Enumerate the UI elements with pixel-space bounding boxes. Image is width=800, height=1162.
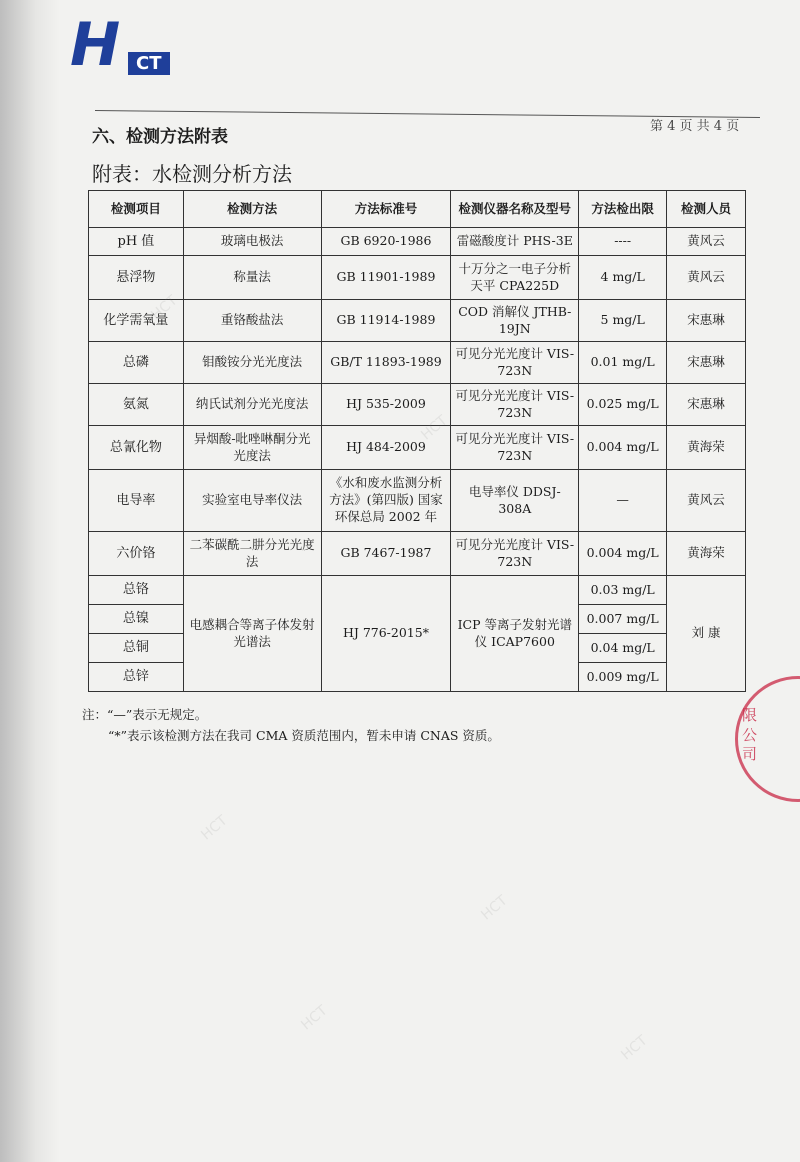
cell-method: 异烟酸-吡唑啉酮分光光度法 bbox=[183, 426, 321, 470]
table-row bbox=[89, 532, 746, 576]
cell-item: 总铜 bbox=[89, 634, 184, 663]
cell-limit: — bbox=[579, 470, 667, 532]
cell-instrument: 可见分光光度计 VIS-723N bbox=[451, 384, 579, 426]
cell-standard: GB 11914-1989 bbox=[321, 300, 451, 342]
header-item: 检测项目 bbox=[89, 191, 184, 228]
cell-standard: GB 6920-1986 bbox=[321, 228, 451, 256]
cell-standard: HJ 535-2009 bbox=[321, 384, 451, 426]
cell-method: 钼酸铵分光光度法 bbox=[183, 342, 321, 384]
company-seal-text: 限公司 bbox=[742, 706, 758, 763]
table-row bbox=[89, 426, 746, 470]
header-limit: 方法检出限 bbox=[579, 191, 667, 228]
table-row bbox=[89, 576, 746, 605]
cell-instrument-merged: ICP 等离子发射光谱仪 ICAP7600 bbox=[451, 576, 579, 692]
table-row bbox=[89, 256, 746, 300]
cell-method: 实验室电导率仪法 bbox=[183, 470, 321, 532]
cell-instrument: COD 消解仪 JTHB-19JN bbox=[451, 300, 579, 342]
cell-item: 化学需氧量 bbox=[89, 300, 184, 342]
cell-instrument: 可见分光光度计 VIS-723N bbox=[451, 426, 579, 470]
cell-person: 黄风云 bbox=[667, 470, 746, 532]
cell-item: 总磷 bbox=[89, 342, 184, 384]
cell-item: 总镍 bbox=[89, 605, 184, 634]
cell-item: 总锌 bbox=[89, 663, 184, 692]
cell-limit: 0.004 mg/L bbox=[579, 426, 667, 470]
cell-person-merged: 刘 康 bbox=[667, 576, 746, 692]
cell-limit: 4 mg/L bbox=[579, 256, 667, 300]
cell-limit: 0.025 mg/L bbox=[579, 384, 667, 426]
watermark: HCT bbox=[298, 1002, 331, 1034]
cell-person: 宋惠琳 bbox=[667, 384, 746, 426]
logo-letter-h: H bbox=[70, 10, 119, 80]
watermark: HCT bbox=[148, 292, 181, 324]
table-row bbox=[89, 342, 746, 384]
cell-limit: ---- bbox=[579, 228, 667, 256]
table-row bbox=[89, 228, 746, 256]
cell-instrument: 十万分之一电子分析天平 CPA225D bbox=[451, 256, 579, 300]
section-title: 六、检测方法附表 bbox=[92, 127, 228, 147]
table-notes bbox=[82, 704, 500, 747]
watermark: HCT bbox=[418, 412, 451, 444]
logo-letters-ct: CT bbox=[128, 52, 170, 75]
cell-instrument: 电导率仪 DDSJ-308A bbox=[451, 470, 579, 532]
table-row bbox=[89, 470, 746, 532]
watermark: HCT bbox=[478, 892, 511, 924]
cell-person: 宋惠琳 bbox=[667, 300, 746, 342]
table-header-row bbox=[89, 191, 746, 228]
note-no-requirement: 注：“—”表示无规定。 bbox=[82, 707, 208, 722]
cell-standard: GB 7467-1987 bbox=[321, 532, 451, 576]
cell-item: pH 值 bbox=[89, 228, 184, 256]
cell-method-merged: 电感耦合等离子体发射光谱法 bbox=[183, 576, 321, 692]
cell-standard: HJ 484-2009 bbox=[321, 426, 451, 470]
watermark: HCT bbox=[198, 812, 231, 844]
table-caption: 附表：水检测分析方法 bbox=[92, 162, 292, 186]
cell-instrument: 雷磁酸度计 PHS-3E bbox=[451, 228, 579, 256]
cell-method: 纳氏试剂分光光度法 bbox=[183, 384, 321, 426]
note-cma-scope: “*”表示该检测方法在我司 CMA 资质范围内，暂未申请 CNAS 资质。 bbox=[108, 728, 500, 744]
cell-method: 重铬酸盐法 bbox=[183, 300, 321, 342]
watermark: HCT bbox=[618, 1032, 651, 1064]
cell-limit: 0.007 mg/L bbox=[579, 605, 667, 634]
cell-limit: 0.03 mg/L bbox=[579, 576, 667, 605]
table-row bbox=[89, 384, 746, 426]
cell-item: 总铬 bbox=[89, 576, 184, 605]
header-method: 检测方法 bbox=[183, 191, 321, 228]
cell-person: 宋惠琳 bbox=[667, 342, 746, 384]
cell-item: 电导率 bbox=[89, 470, 184, 532]
cell-item: 氨氮 bbox=[89, 384, 184, 426]
cell-method: 二苯碳酰二肼分光光度法 bbox=[183, 532, 321, 576]
methods-table bbox=[88, 190, 746, 692]
cell-item: 六价铬 bbox=[89, 532, 184, 576]
cell-limit: 0.01 mg/L bbox=[579, 342, 667, 384]
page-edge-shadow bbox=[0, 0, 60, 1162]
page-number: 第 4 页 共 4 页 bbox=[650, 119, 740, 134]
cell-item: 总氰化物 bbox=[89, 426, 184, 470]
cell-standard: GB/T 11893-1989 bbox=[321, 342, 451, 384]
cell-limit: 0.04 mg/L bbox=[579, 634, 667, 663]
cell-standard-merged: HJ 776-2015* bbox=[321, 576, 451, 692]
company-logo bbox=[70, 10, 190, 80]
cell-method: 玻璃电极法 bbox=[183, 228, 321, 256]
cell-method: 称量法 bbox=[183, 256, 321, 300]
cell-person: 黄海荣 bbox=[667, 426, 746, 470]
cell-person: 黄风云 bbox=[667, 228, 746, 256]
cell-item: 悬浮物 bbox=[89, 256, 184, 300]
cell-standard: 《水和废水监测分析方法》(第四版) 国家环保总局 2002 年 bbox=[321, 470, 451, 532]
header-instrument: 检测仪器名称及型号 bbox=[451, 191, 579, 228]
header-standard: 方法标准号 bbox=[321, 191, 451, 228]
cell-instrument: 可见分光光度计 VIS-723N bbox=[451, 532, 579, 576]
cell-instrument: 可见分光光度计 VIS-723N bbox=[451, 342, 579, 384]
cell-standard: GB 11901-1989 bbox=[321, 256, 451, 300]
cell-limit: 5 mg/L bbox=[579, 300, 667, 342]
cell-limit: 0.004 mg/L bbox=[579, 532, 667, 576]
cell-person: 黄海荣 bbox=[667, 532, 746, 576]
cell-person: 黄风云 bbox=[667, 256, 746, 300]
cell-limit: 0.009 mg/L bbox=[579, 663, 667, 692]
table-row bbox=[89, 300, 746, 342]
header-person: 检测人员 bbox=[667, 191, 746, 228]
